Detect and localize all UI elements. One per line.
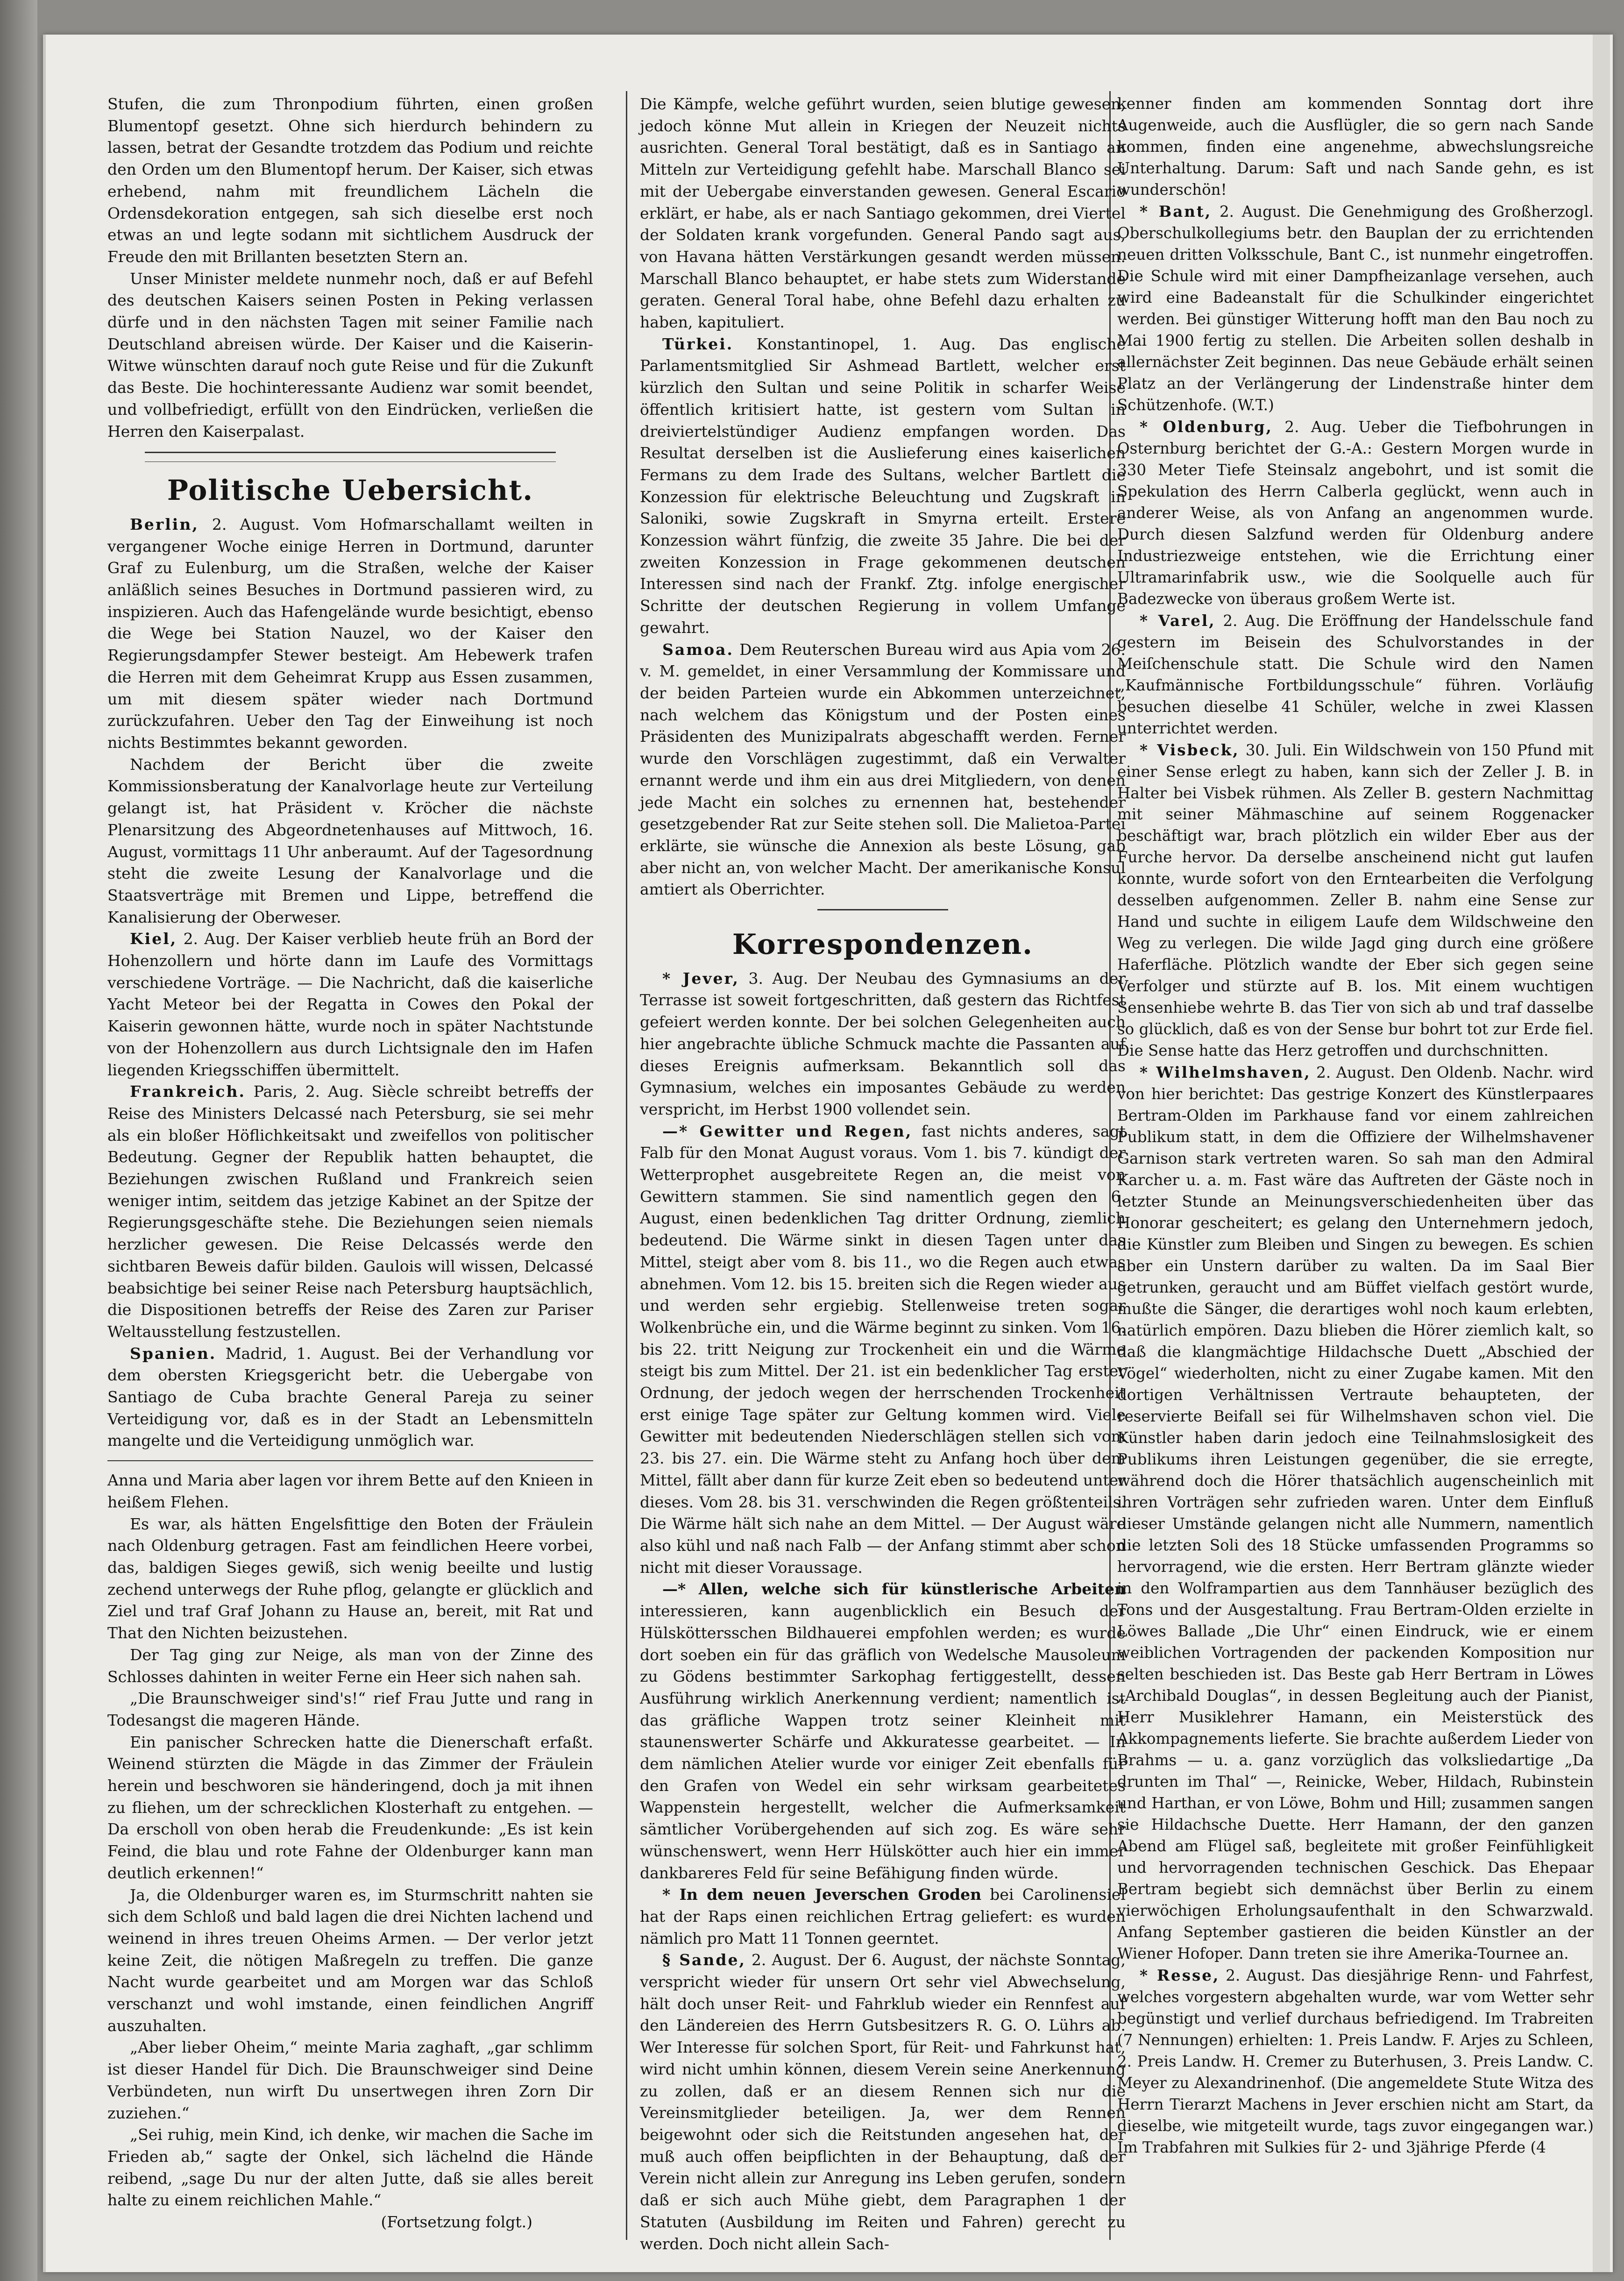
continuation-note: (Fortsetzung folgt.) [381,2213,532,2231]
news-item: Kiel, 2. Aug. Der Kaiser verblieb heute früh an Bord der Hohenzollern und hörte dann im Laufe des Vormittags verschiedene Vorträge. — Die Nachricht, daß die kaiserliche Yacht Meteor bei der Regatta in Cowes den Pokal der Kaiserin gewonnen hätte, wurde noch in später Nachtstunde von der Hohenzollern aus durch Lichtsignale den im Hafen liegenden Kriegsschiffen übermittelt. [107,930,593,1079]
news-item: Spanien. Madrid, 1. August. Bei der Verhandlung vor dem obersten Kriegsgericht betr. die Uebergabe von Santiago de Cuba brachte General Pareja zu seiner Verteidigung vor, daß es in der Stadt an Lebensmitteln mangelte und die Verteidigung unmöglich war. [107,1344,593,1450]
feuilleton-text: „Aber lieber Oheim,“ meinte Maria zaghaft, „gar schlimm ist dieser Handel für Dich. Die Braunschweiger sind Deine Verbündeten, nun wirft Du unsertwegen ihren Zorn Dir zuziehen.“ [107,2038,593,2122]
article-text: kenner finden am kommenden Sonntag dort ihre Augenweide, auch die Ausflügler, die so gern nach Sande kommen, finden eine angenehme, abwechslungsreiche Unterhaltung. Darum: Saft und nach Sande gehn, es ist wunderschön! [1117,95,1594,199]
news-item: * Varel, 2. Aug. Die Eröffnung der Handelsschule fand gestern im Beisein des Schulvorstandes in der Meiſchenschule statt. Die Schule wird den Namen „Kaufmännische Fortbildungsschule“ führen. Vorläufig besuchen dieselbe 41 Schüler, welche in zwei Klassen unterrichtet werden. [1117,611,1594,737]
feuilleton-text: „Sei ruhig, mein Kind, ich denke, wir machen die Sache im Frieden ab,“ sagte der Onkel, sich lächelnd die Hände reibend, „sage Du nur der alten Jutte, daß sie alles bereit halte zu einem reichlichen Mahle.“ [107,2125,593,2210]
feuilleton-text: Der Tag ging zur Neige, als man von der Zinne des Schlosses dahinten in weiter Ferne ein Heer sich nahen sah. [107,1645,593,1686]
column-3 [1117,93,1594,2159]
column-2 [640,93,1126,2255]
news-item: * Visbeck, 30. Juli. Ein Wildschwein von 150 Pfund mit einer Sense erlegt zu haben, kann sich der Zeller J. B. in Halter bei Visbek rühmen. Als Zeller B. gestern Nachmittag mit seiner Mähmaschine auf seinem Roggenacker beschäftigt war, brach plötzlich ein wilder Eber aus der Furche hervor. Da derselbe anscheinend nicht gut laufen konnte, wurde sofort von den Erntearbeiten die Verfolgung desselben aufgenommen. Zeller B. nahm eine Sense zur Hand und suchte in eiligem Laufe dem Wildschweine den Weg zu verlegen. Die wilde Jagd ging durch eine größere Haferfläche. Plötzlich wandte der Eber sich gegen seine Verfolger und stürzte auf B. los. Mit einem wuchtigen Sensenhiebe wehrte B. das Tier von sich ab und traf dasselbe so glücklich, daß es von der Sense bur bohrt tot zur Erde fiel. Die Sense hatte das Herz getroffen und durchschnitten. [1117,740,1594,1060]
news-item: * Wilhelmshaven, 2. August. Den Oldenb. Nachr. wird von hier berichtet: Das gestrige Konzert des Künstlerpaares Bertram-Olden im Parkhause fand vor einem zahlreichen Publikum statt, in dem die Offiziere der Wilhelmshavener Garnison stark vertreten waren. So sah man den Admiral Karcher u. a. m. Fast wäre das Auftreten der Gäste noch in letzter Stunde an Meinungsverschiedenheiten über das Honorar gescheitert; es gelang den Unternehmern jedoch, die Künstler zum Bleiben und Singen zu bewegen. Es schien aber ein Unstern darüber zu walten. Da im Saal Bier getrunken, geraucht und am Büffet vielfach gestört wurde, mußte die Sänger, die derartiges wohl noch kaum erlebten, natürlich empören. Dazu blieben die Hörer ziemlich kalt, so daß die klangmächtige Hildachsche Duett „Abschied der Vögel“ wiederholten, nicht zu einer Zugabe kamen. Mit den dortigen Verhältnissen Vertraute behaupteten, der reservierte Beifall sei für Wilhelmshaven schon viel. Die Künstler haben darin jedoch eine Teilnahmslosigkeit des Publikums ihren Leistungen gegenüber, die sie erregte, während doch die Hörer thatsächlich augenscheinlich mit ihren Vorträgen sehr zufrieden waren. Unter dem Einfluß dieser Umstände gelangen nicht alle Nummern, namentlich die letzten Soli des 18 Stücke umfassenden Programms so hervorragend, wie die ersten. Herr Bertram glänzte wieder in den Wolframpartien aus dem Tannhäuser bezüglich des Tons und der Ausgestaltung. Frau Bertram-Olden erzielte in Löwes Ballade „Die Uhr“ einen Eindruck, wie er einem weiblichen Vortragenden der packenden Komposition nur selten beschieden ist. Das Beste gab Herr Bertram in Löwes „Archibald Douglas“, in dessen Begleitung auch der Pianist, Herr Musiklehrer Hamann, ein Meisterstück des Akkompagnements lieferte. Sie brachte außerdem Lieder von Brahms — u. a. ganz vorzüglich das volksliedartige „Da drunten im Thal“ —, Reinicke, Weber, Hildach, Rubinstein und Harthan, er von Löwe, Bohm und Hill; zusammen sangen sie Hildachsche Duette. Herr Hamann, der den ganzen Abend am Flügel saß, begleitete mit großer Feinfühligkeit und hervorragenden technischen Geschick. Das Ehepaar Bertram begiebt sich demnächst über Berlin zu einem vierwöchigen Erholungsaufenthalt in den Schwarzwald. Anfang September gastieren die beiden Künstler an der Wiener Hofoper. Dann treten sie ihre Amerika-Tournee an. [1117,1063,1594,1962]
feuilleton-text: „Die Braunschweiger sind's!“ rief Frau Jutte und rang in Todesangst die mageren Hände. [107,1689,593,1729]
feuilleton-divider [107,1460,593,1461]
article-text: Die Kämpfe, welche geführt wurden, seien blutige gewesen, jedoch könne Mut allein in Kriegen der Neuzeit nichts ausrichten. General Toral bestätigt, daß es in Santiago an Mitteln zur Verteidigung gefehlt habe. Marschall Blanco sei mit der Uebergabe einverstanden gewesen. General Escario erklärt, er habe, als er nach Santiago gekommen, drei Viertel der Soldaten krank vorgefunden. General Pando sagt aus, von Havana hätten Verstärkungen gesandt werden müssen. Marschall Blanco behauptet, er habe stets zum Widerstande geraten. General Toral habe, ohne Befehl dazu erhalten zu haben, kapituliert. [640,95,1126,332]
section-heading: Politische Uebersicht. [167,474,534,507]
article-text: Unser Minister meldete nunmehr noch, daß er auf Befehl des deutschen Kaisers seinen Posten in Peking verlassen dürfe und in den nächsten Tagen mit seiner Familie nach Deutschland abreisen würde. Der Kaiser und die Kaiserin-Witwe wünschten darauf noch gute Reise und für die Zukunft das Beste. Die hochinteressante Audienz war somit beendet, und vollbefriedigt, erfüllt von den Eindrücken, verließen die Herren den Kaiserpalast. [107,269,593,441]
ornament-divider [817,909,948,916]
news-item: —* Allen, welche sich für künstlerische Arbeiten interessieren, kann augenblicklich ein Besuch der Hülsköttersschen Bildhauerei empfohlen werden; es wurde dort soeben ein für das gräflich von Wedelsche Mausoleum zu Gödens bestimmter Sarkophag fertiggestellt, dessen Ausführung wirklich Anerkennung verdient; namentlich ist das gräfliche Wappen trotz seiner Kleinheit mit staunenswerter Schärfe und Akkuratesse gearbeitet. — In dem nämlichen Atelier wurde vor einiger Zeit ebenfalls für den Grafen von Wedel ein sehr wirksam gearbeitetes Wappenstein hergestellt, welcher die Aufmerksamkeit sämtlicher Vorübergehenden auf sich zog. Es wäre sehr wünschenswert, wenn Herr Hülskötter auch hier ein immer dankbareres Feld für seine Befähigung finden würde. [640,1580,1126,1882]
news-item: Berlin, 2. August. Vom Hofmarschallamt weilten in vergangener Woche einige Herren in Dortmund, darunter Graf zu Eulenburg, um die Straßen, welche der Kaiser anläßlich seines Besuches in Dortmund passieren wird, zu inspizieren. Auch das Hafengelände wurde besichtigt, ebenso die Wege bei Station Nauzel, wo der Kaiser den Regierungsdampfer Stewer besteigt. Am Hebewerk trafen die Herren mit dem Geheimrat Krupp aus Essen zusammen, um mit diesem später wieder nach Dortmund zurückzufahren. Ueber den Tag der Einweihung ist noch nichts Bestimmtes bekannt geworden. [107,515,593,752]
article-text: Nachdem der Bericht über die zweite Kommissionsberatung der Kanalvorlage heute zur Verteilung gelangt ist, hat Präsident v. Kröcher die nächste Plenarsitzung des Abgeordnetenhauses auf Mittwoch, 16. August, vormittags 11 Uhr anberaumt. Auf der Tagesordnung steht die zweite Lesung der Kanalvorlage und die Staatsverträge mit Bremen und Lippe, betreffend die Kanalisierung der Oberweser. [107,755,593,926]
news-item: * Oldenburg, 2. Aug. Ueber die Tiefbohrungen in Osternburg berichtet der G.-A.: Gestern Morgen wurde in 330 Meter Tiefe Steinsalz angebohrt, und ist somit die Spekulation des Herrn Calberla geglückt, wenn auch in anderer Weise, als von Anfang an angenommen wurde. Durch diesen Salzfund werden für Oldenburg andere Industriezweige entstehen, wie die Errichtung einer Ultramarinfabrik usw., wie die Soolquelle auch für Badezwecke von überaus großem Werte ist. [1117,417,1594,608]
feuilleton-text: Ein panischer Schrecken hatte die Dienerschaft erfaßt. Weinend stürzten die Mägde in das Zimmer der Fräulein herein und beschworen sie händeringend, doch ja mit ihnen zu fliehen, um der schrecklichen Klosterhaft zu entgehen. — Da erscholl von oben herab die Freudenkunde: „Es ist kein Feind, die blau und rote Fahne der Oldenburger kann man deutlich erkennen!“ [107,1733,593,1882]
page-edge-strip [1593,35,1610,2272]
news-item: Samoa. Dem Reuterschen Bureau wird aus Apia vom 26. v. M. gemeldet, in einer Versammlung der Kommissare und der beiden Parteien wurde ein Abkommen unterzeichnet, nach welchem das Königstum und der Posten eines Präsidenten des Munizipalrats abgeschafft werden. Ferner wurde den Vorschlägen zugestimmt, daß ein Verwalter ernannt werde und ihm ein aus drei Mitgliedern, von denen jede Macht ein solches zu ernennen hat, bestehender gesetzgebender Rat zur Seite stehen soll. Die Malietoa-Partei erklärte, sie wünsche die Annexion als beste Lösung, gab aber nicht an, von welcher Macht. Der amerikanische Konsul amtiert als Oberrichter. [640,640,1126,899]
news-item: Türkei. Konstantinopel, 1. Aug. Das englische Parlamentsmitglied Sir Ashmead Bartlett, welcher erst kürzlich den Sultan und seine Politik in scharfer Weise öffentlich kritisiert hatte, ist gestern vom Sultan in dreiviertelstündiger Audienz empfangen worden. Das Resultat derselben ist die Auslieferung eines kaiserlichen Fermans zu dem Irade des Sultans, welcher Bartlett die Konzession für elektrische Beleuchtung und Zugskraft in Saloniki, sowie Zugskraft in Smyrna erteilt. Erstere Konzession währt fünfzig, die zweite 35 Jahre. Die bei der zweiten Konzession in Frage gekommenen deutschen Interessen sind nach der Frankf. Ztg. infolge energischer Schritte der deutschen Regierung in vollem Umfange gewahrt. [640,334,1126,637]
column-1 [107,93,593,2233]
news-item: * In dem neuen Jeverschen Groden bei Carolinensiel hat der Raps einen reichlichen Ertrag geliefert: es wurden nämlich pro Matt 11 Tonnen geerntet. [640,1885,1126,1947]
news-item: —* Gewitter und Regen, fast nichts anderes, sagt Falb für den Monat August voraus. Vom 1. bis 7. kündigt der Wetterprophet ausgebreitete Regen an, die meist von Gewittern stammen. Sie sind namentlich gegen den 6. August, einen bedenklichen Tag dritter Ordnung, ziemlich bedeutend. Die Wärme sinkt in diesen Tagen unter das Mittel, steigt aber vom 8. bis 11., wo die Regen auch etwas abnehmen. Vom 12. bis 15. breiten sich die Regen wieder aus und werden sehr ergiebig. Stellenweise treten sogar Wolkenbrüche ein, und die Wärme beginnt zu sinken. Vom 16. bis 22. tritt Neigung zur Trockenheit ein und die Wärme steigt bis zum Mittel. Der 21. ist ein bedenklicher Tag erster Ordnung, der jedoch wegen der herrschenden Trockenheit erst einige Tage später zur Geltung kommen wird. Viele Gewitter mit bedeutenden Niederschlägen stellen sich vom 23. bis 27. ein. Die Wärme steht zu Anfang hoch über dem Mittel, fällt aber dann für kurze Zeit eben so bedeutend unter dieses. Vom 28. bis 31. verschwinden die Regen größtenteils. Die Wärme hält sich nahe an dem Mittel. — Der August wäre also kühl und naß nach Falb — der Anfang stimmt aber schon nicht mit dieser Voraussage. [640,1122,1126,1577]
article-text: Stufen, die zum Thronpodium führten, einen großen Blumentopf gesetzt. Ohne sich hierdurch behindern zu lassen, betrat der Gesandte trotzdem das Podium und reichte den Orden um den Blumentopf herum. Der Kaiser, sich etwas erhebend, nahm mit freundlichem Lächeln die Ordensdekoration entgegen, sah sich dieselbe erst noch etwas an und legte sodann mit sichtlichem Ausdruck der Freude den mit Brillanten besetzten Stern an. [107,95,593,266]
ornament-divider [145,452,556,462]
news-item: * Resse, 2. August. Das diesjährige Renn- und Fahrfest, welches vorgestern abgehalten wurde, war vom Wetter sehr begünstigt und verlief durchaus befriedigend. Im Trabreiten (7 Nennungen) erhielten: 1. Preis Landw. F. Arjes zu Schleen, 2. Preis Landw. H. Cremer zu Buterhusen, 3. Preis Landw. C. Meyer zu Alexandrinenhof. (Die angemeldete Stute Witza des Herrn Tierarzt Machens in Jever erschien nicht am Start, da dieselbe, wie mitgeteilt wurde, tags zuvor eingegangen war.) Im Trabfahren mit Sulkies für 2- und 3jährige Pferde (4 [1117,1966,1594,2156]
news-item: * Jever, 3. Aug. Der Neubau des Gymnasiums an der Terrasse ist soweit fortgeschritten, daß gestern das Richtfest gefeiert werden konnte. Der bei solchen Gelegenheiten auch hier angebrachte übliche Schmuck machte die Passanten auf dieses Ereignis aufmerksam. Bekanntlich soll das Gymnasium, welches ein imposantes Gebäude zu werden verspricht, im Herbst 1900 vollendet sein. [640,969,1126,1118]
feuilleton-text: Anna und Maria aber lagen vor ihrem Bette auf den Knieen in heißem Flehen. [107,1471,593,1511]
news-item: § Sande, 2. August. Der 6. August, der nächste Sonntag, verspricht wieder für unsern Ort sehr viel Abwechselung, hält doch unser Reit- und Fahrklub wieder ein Rennfest auf den Ländereien des Herrn Gutsbesitzers R. G. O. Lührs ab. Wer Interesse für solchen Sport, für Reit- und Fahrkunst hat, wird nicht umhin können, diesem Verein seine Anerkennung zu zollen, daß er an diesem Rennen sich nur die Vereinsmitglieder beteiligen. Ja, wer dem Rennen beigewohnt oder sich die Reitstunden angesehen hat, der muß auch offen beipflichten in der Behauptung, daß der Verein nicht allein zur Anregung ins Leben gerufen, sondern daß er sich auch Mühe giebt, dem Paragraphen 1 der Statuten (Ausbildung im Reiten und Fahren) gerecht zu werden. Doch nicht allein Sach- [640,1951,1126,2253]
feuilleton-text: Es war, als hätten Engelsfittige den Boten der Fräulein nach Oldenburg getragen. Fast am feindlichen Heere vorbei, das, baldigen Sieges gewiß, sich wenig beeilte und lustig zechend unterwegs der Ruhe pflog, gelangte er glücklich and Ziel und traf Graf Johann zu Hause an, bereit, mit Rat und That den Nichten beizustehen. [107,1514,593,1642]
section-heading: Korrespondenzen. [732,928,1034,961]
column-rule-1 [626,91,627,2240]
scan-edge [0,0,37,2281]
feuilleton-text: Ja, die Oldenburger waren es, im Sturmschritt nahten sie sich dem Schloß und bald lagen die drei Nichten lachend und weinend in ihres treuen Oheims Armen. — Der verlor jetzt keine Zeit, die nötigen Maßregeln zu treffen. Die ganze Nacht wurde gearbeitet und am Morgen war das Schloß verschanzt und wohl imstande, einen feindlichen Angriff auszuhalten. [107,1885,593,2035]
news-item: Frankreich. Paris, 2. Aug. Siècle schreibt betreffs der Reise des Ministers Delcassé nach Petersburg, sie sei mehr als ein bloßer Höflichkeitsakt und zweifellos von politischer Bedeutung. Gegner der Republik hatten behauptet, die Beziehungen zwischen Rußland und Frankreich seien weniger intim, seitdem das jetzige Kabinet an der Spitze der Regierungsgeschäfte stehe. Die Beziehungen seien niemals herzlicher gewesen. Die Reise Delcassés werde den sichtbaren Beweis dafür bilden. Gaulois will wissen, Delcassé beabsichtige bei seiner Reise nach Petersburg hauptsächlich, die Dispositionen betreffs der Reise des Zaren zur Pariser Weltausstellung festzustellen. [107,1082,593,1341]
news-item: * Bant, 2. August. Die Genehmigung des Großherzogl. Oberschulkollegiums betr. den Bauplan der zu errichtenden neuen dritten Volksschule, Bant C., ist nunmehr eingetroffen. Die Schule wird mit einer Dampfheizanlage versehen, auch wird eine Badeanstalt für die Schulkinder eingerichtet werden. Bei günstiger Witterung hofft man den Bau noch zu Mai 1900 fertig zu stellen. Die Arbeiten sollen deshalb in allernächster Zeit beginnen. Das neue Gebäude erhält seinen Platz an der Verlängerung der Lindenstraße hinter dem Schützenhofe. (W.T.) [1117,202,1594,414]
